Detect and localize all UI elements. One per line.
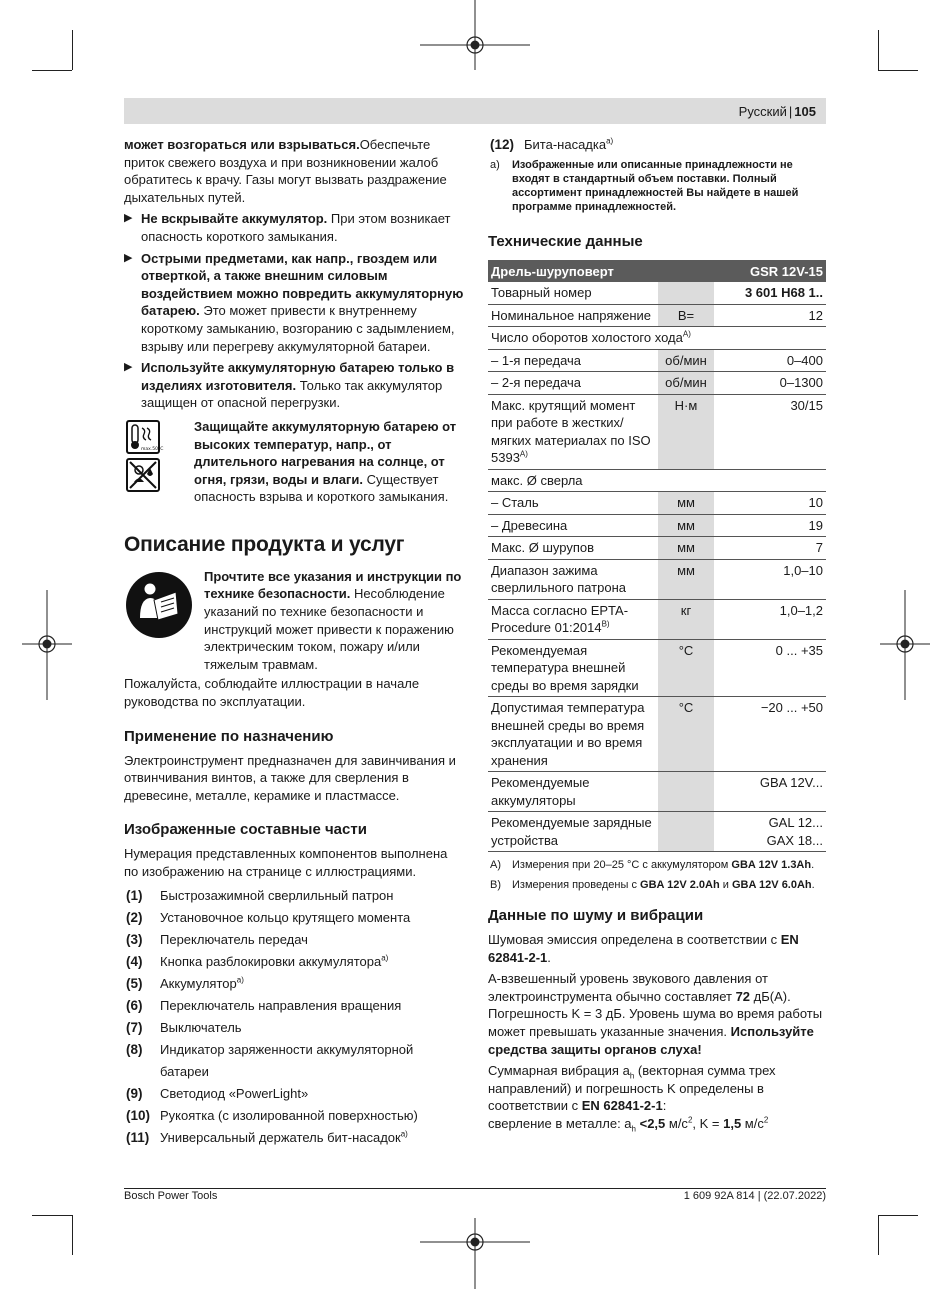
list-item: (1) Быстрозажимной сверлильный патрон [126,887,394,903]
list-item: (2) Установочное кольцо крутящего момента [126,909,411,925]
footnote: A) Измерения при 20–25 °C с аккумулятором GBA 12V 1.3Ah. [490,859,815,871]
crop-mark [878,70,918,71]
table-cell-unit: мм [658,537,714,560]
table-cell-unit: об/мин [658,349,714,372]
table-row [488,599,826,639]
table-cell: Макс. Ø шурупов [488,537,658,560]
table-row [488,639,826,697]
table-cell-value: 10 [714,492,826,515]
table-cell: Макс. крутящий момент при работе в жестких/мягких материалах по ISO $5393^{A)}$ [488,394,658,469]
table-cell: – 1-я передача [488,349,658,372]
right-column [488,136,826,1133]
table-cell-value: 0–400 [714,349,826,372]
no-sun-water-icon [126,458,160,492]
paragraph: Шумовая эмиссия определена в соответствии с EN 62841-2-1. [488,932,799,965]
table-cell: Товарный номер [488,282,658,304]
table-row [488,772,826,812]
table-cell-unit: кг [658,599,714,639]
table-cell: Число оборотов холостого хода$^{A)}$ [488,327,826,350]
thermometer-icon [126,420,164,454]
table-cell-value: 1,0–10 [714,559,826,599]
table-row [488,394,826,469]
warning-bullet: ▶ Острыми предметами, как напр., гвоздем или отверткой, а также внешним силовым воздействием можно повредить аккумуляторную батарею. Это может привести к внутреннему короткому замыканию, возгоранию с задымлением, взрыву или перегреву аккумуляторной батареи. [124,250,464,354]
header-language: Русский [738,104,787,119]
list-item: (5) Аккумулятор$^{a)}$ [126,975,244,991]
read-instructions-note: Прочтите все указания и инструкции по технике безопасности. Несоблюдение указаний по технике безопасности и инструкций может привести к поражению электрическим током, пожару и/или тяжелым травмам. [124,568,464,674]
parts-list [124,885,464,1149]
table-cell-value: 0–1300 [714,372,826,395]
table-row [488,349,826,372]
table-cell: Диапазон зажима сверлильного патрона [488,559,658,599]
subsection-title: Изображенные составные части [124,821,367,839]
table-cell: Масса согласно EPTA-Procedure $01:2014^{B)}$ [488,599,658,639]
list-item: (4) Кнопка разблокировки аккумулятора$^{a)}$ [126,953,389,969]
warning-bullet: ▶ Не вскрывайте аккумулятор. При этом возникает опасность короткого замыкания. [124,211,451,244]
table-cell-unit: °C [658,639,714,697]
table-cell-unit [658,282,714,304]
subsection-title: Применение по назначению [124,727,334,745]
table-row [488,812,826,852]
list-item: (7) Выключатель [126,1019,242,1035]
footer-brand: Bosch Power Tools [124,1190,218,1202]
read-manual-icon [126,572,192,638]
registration-mark-icon [22,590,72,700]
accessories-note: a) Изображенные или описанные принадлежности не входят в стандартный объем поставки. Полный ассортимент принадлежностей Вы найдете в нашей программе принадлежностей. [490,159,799,213]
footer-divider [124,1188,826,1189]
table-row [488,282,826,304]
table-cell: Номинальное напряжение [488,304,658,327]
table-cell: Рекомендуемые зарядные устройства [488,812,658,852]
table-cell-value: 3 601 H68 1.. [714,282,826,304]
page-number: 105 [794,104,816,119]
table-cell: – 2-я передача [488,372,658,395]
table-header: Дрель-шуруповерт [488,260,714,282]
table-cell: Рекомендуемые аккумуляторы [488,772,658,812]
paragraph: Пожалуйста, соблюдайте иллюстрации в начале руководства по эксплуатации. [124,676,420,710]
table-cell: Рекомендуемая температура внешней среды во время зарядки [488,639,658,697]
footnote: B) Измерения проведены с GBA 12V 2.0Ah и GBA 12V 6.0Ah. [490,879,815,891]
table-cell-unit: °C [658,697,714,772]
tech-data-table [488,260,826,852]
list-item: (10) Рукоятка (с изолированной поверхностью) [126,1107,418,1123]
table-row [488,537,826,560]
list-item: (11) Универсальный держатель бит-насадок$^{a)}$ [126,1129,408,1145]
paragraph: А-взвешенный уровень звукового давления от электроинструмента обычно составляет 72 дБ(A). Погрешность K = 3 дБ. Уровень шума во время работы может превышать указанные значения. Используйте средства защиты органов слуха! [488,971,823,1057]
table-cell-unit: мм [658,559,714,599]
paragraph: сверление в металле: $a_h <2,5$ $м/с^2$, K = 1,5 $м/с^2$ [488,1115,769,1134]
list-item: (9) Светодиод «PowerLight» [126,1085,309,1101]
table-row [488,492,826,515]
crop-mark [32,1215,72,1216]
table-row [488,372,826,395]
registration-mark-icon [880,590,930,700]
table-row [488,304,826,327]
arrow-icon: ▶ [124,212,133,225]
table-cell-value: GAL 12... GAX 18... [714,812,826,852]
arrow-icon: ▶ [124,361,133,374]
table-cell-unit [658,772,714,812]
crop-mark [72,30,73,70]
footer-docnum: 1 609 92A 814 | (22.07.2022) [683,1190,826,1202]
table-cell-unit: мм [658,492,714,515]
paragraph: Суммарная вибрация $a_h$ (векторная сумма трех направлений) и погрешность K определены в соответствии с EN 62841-2-1: [488,1063,776,1114]
table-cell-value: 12 [714,304,826,327]
section-title: Описание продукта и услуг [124,532,405,556]
subsection-title: Технические данные [488,233,643,250]
table-cell-unit: об/мин [658,372,714,395]
left-column [124,136,464,1149]
list-item: (8) Индикатор заряженности аккумуляторной батареи [126,1041,414,1079]
table-cell-value: 0 ... +35 [714,639,826,697]
list-item: (3) Переключатель передач [126,931,308,947]
table-cell-value: GBA 12V... [714,772,826,812]
table-cell-unit: В= [658,304,714,327]
svg-text:max.50°C: max.50°C [141,446,164,452]
table-cell-value: 1,0–1,2 [714,599,826,639]
table-cell: – Древесина [488,514,658,537]
table-row [488,697,826,772]
table-cell-value: 30/15 [714,394,826,469]
table-row [488,469,826,492]
crop-mark [878,1215,879,1255]
table-row [488,327,826,350]
paragraph: может возгораться или взрываться.Обеспечьте приток свежего воздуха и при возникновении жалоб обратитесь к врачу. Газы могут вызвать раздражение дыхательных путей. [124,137,447,205]
registration-mark-icon [420,0,530,70]
table-cell-unit [658,812,714,852]
table-cell-value: 7 [714,537,826,560]
table-row [488,514,826,537]
table-header: GSR 12V-15 [714,260,826,282]
table-cell: Допустимая температура внешней среды во время эксплуатации и во время хранения [488,697,658,772]
warning-bullet: ▶ Используйте аккумуляторную батарею только в изделиях изготовителя. Только так аккумулятор защищен от опасной перегрузки. [124,360,455,411]
list-item: (6) Переключатель направления вращения [126,997,402,1013]
list-item: (12) Бита-насадка$^{a)}$ [490,136,614,152]
registration-mark-icon [420,1218,530,1289]
table-cell: макс. Ø сверла [488,469,826,492]
crop-mark [32,70,72,71]
table-cell: – Сталь [488,492,658,515]
table-row [488,559,826,599]
crop-mark [878,30,879,70]
paragraph: Нумерация представленных компонентов выполнена по изображению на странице с иллюстрациями. [124,846,448,879]
crop-mark [72,1215,73,1255]
arrow-icon: ▶ [124,251,133,264]
crop-mark [878,1215,918,1216]
table-cell-unit: Н·м [658,394,714,469]
table-cell-value: −20 ... +50 [714,697,826,772]
page-header: Русский | 105 [124,98,826,124]
subsection-title: Данные по шуму и вибрации [488,907,704,924]
battery-protection-note: max.50°C Защищайте аккумуляторную батарею от высоких температур, напр., от длительного нагревания на солнце, от огня, грязи, воды и влаги. Существует опасность взрыва и короткого замыкания. [124,418,464,506]
paragraph: Электроинструмент предназначен для завинчивания и отвинчивания винтов, а также для сверления в древесине, металле, керамике и пластмассе. [124,752,456,803]
table-cell-unit: мм [658,514,714,537]
table-cell-value: 19 [714,514,826,537]
